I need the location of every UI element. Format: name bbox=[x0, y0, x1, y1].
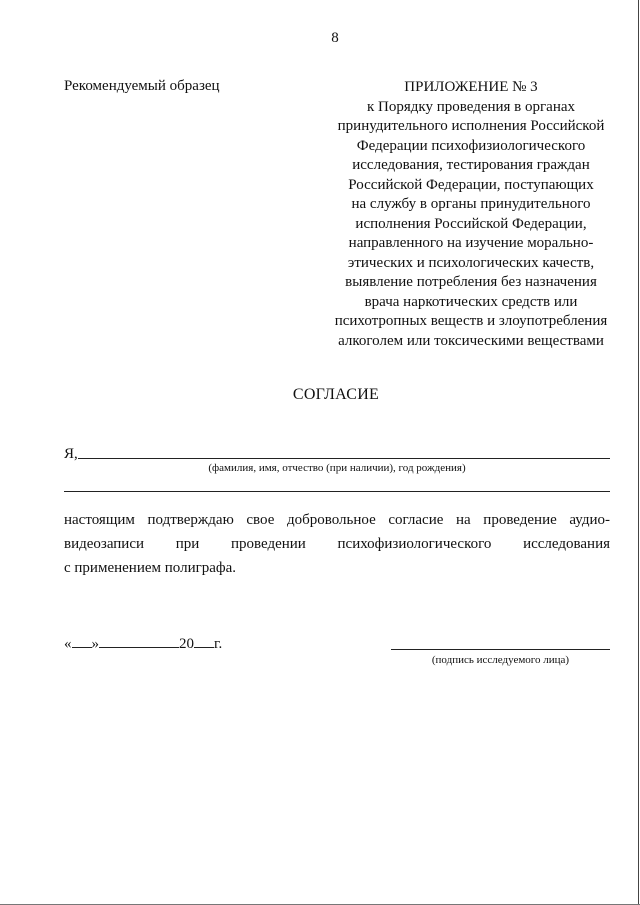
consent-line: с применением полиграфа. bbox=[64, 560, 237, 576]
appendix-header bbox=[330, 78, 612, 351]
page-edge-right bbox=[638, 0, 639, 905]
date-open-quote: « bbox=[64, 636, 72, 652]
appendix-line: алкоголем или токсическими веществами bbox=[338, 332, 604, 349]
name-field-caption: (фамилия, имя, отчество (при наличии), год рождения) bbox=[208, 462, 466, 474]
signature-line[interactable] bbox=[391, 649, 610, 650]
date-field bbox=[64, 635, 222, 653]
appendix-line: принудительного исполнения Российской bbox=[337, 118, 605, 134]
year-blank[interactable] bbox=[194, 635, 214, 648]
appendix-line: этических и психологических качеств, bbox=[347, 254, 595, 271]
consent-line: видеозаписи при проведении психофизиологического исследования bbox=[64, 536, 610, 552]
appendix-line: исследования, тестирования граждан bbox=[352, 157, 590, 173]
document-title: СОГЛАСИЕ bbox=[292, 386, 380, 403]
consent-text bbox=[64, 508, 610, 580]
appendix-line: психотропных веществ и злоупотребления bbox=[334, 313, 608, 329]
appendix-line: ПРИЛОЖЕНИЕ № 3 bbox=[404, 79, 538, 95]
signature-caption: (подпись исследуемого лица) bbox=[431, 654, 570, 666]
appendix-line: исполнения Российской Федерации, bbox=[355, 215, 587, 232]
date-close-quote: » bbox=[91, 636, 99, 652]
year-suffix: г. bbox=[214, 636, 223, 652]
consent-line: настоящим подтверждаю свое добровольное согласие на проведение аудио- bbox=[64, 512, 610, 528]
page-number: 8 bbox=[331, 30, 339, 46]
name-field-line[interactable] bbox=[78, 458, 610, 459]
appendix-line: Федерации психофизиологического bbox=[356, 137, 586, 154]
appendix-line: выявление потребления без назначения bbox=[345, 274, 597, 290]
recommended-sample-label: Рекомендуемый образец bbox=[64, 78, 220, 94]
appendix-line: на службу в органы принудительного bbox=[351, 196, 591, 212]
appendix-line: Российской Федерации, поступающих bbox=[348, 176, 594, 193]
appendix-line: врача наркотических средств или bbox=[364, 293, 578, 310]
day-blank[interactable] bbox=[72, 635, 92, 648]
year-prefix: 20 bbox=[179, 636, 194, 652]
name-field-continuation-line[interactable] bbox=[64, 491, 610, 492]
month-blank[interactable] bbox=[99, 635, 179, 648]
name-label: Я, bbox=[64, 446, 78, 462]
appendix-line: направленного на изучение морально- bbox=[348, 235, 594, 251]
appendix-line: к Порядку проведения в органах bbox=[366, 98, 576, 115]
